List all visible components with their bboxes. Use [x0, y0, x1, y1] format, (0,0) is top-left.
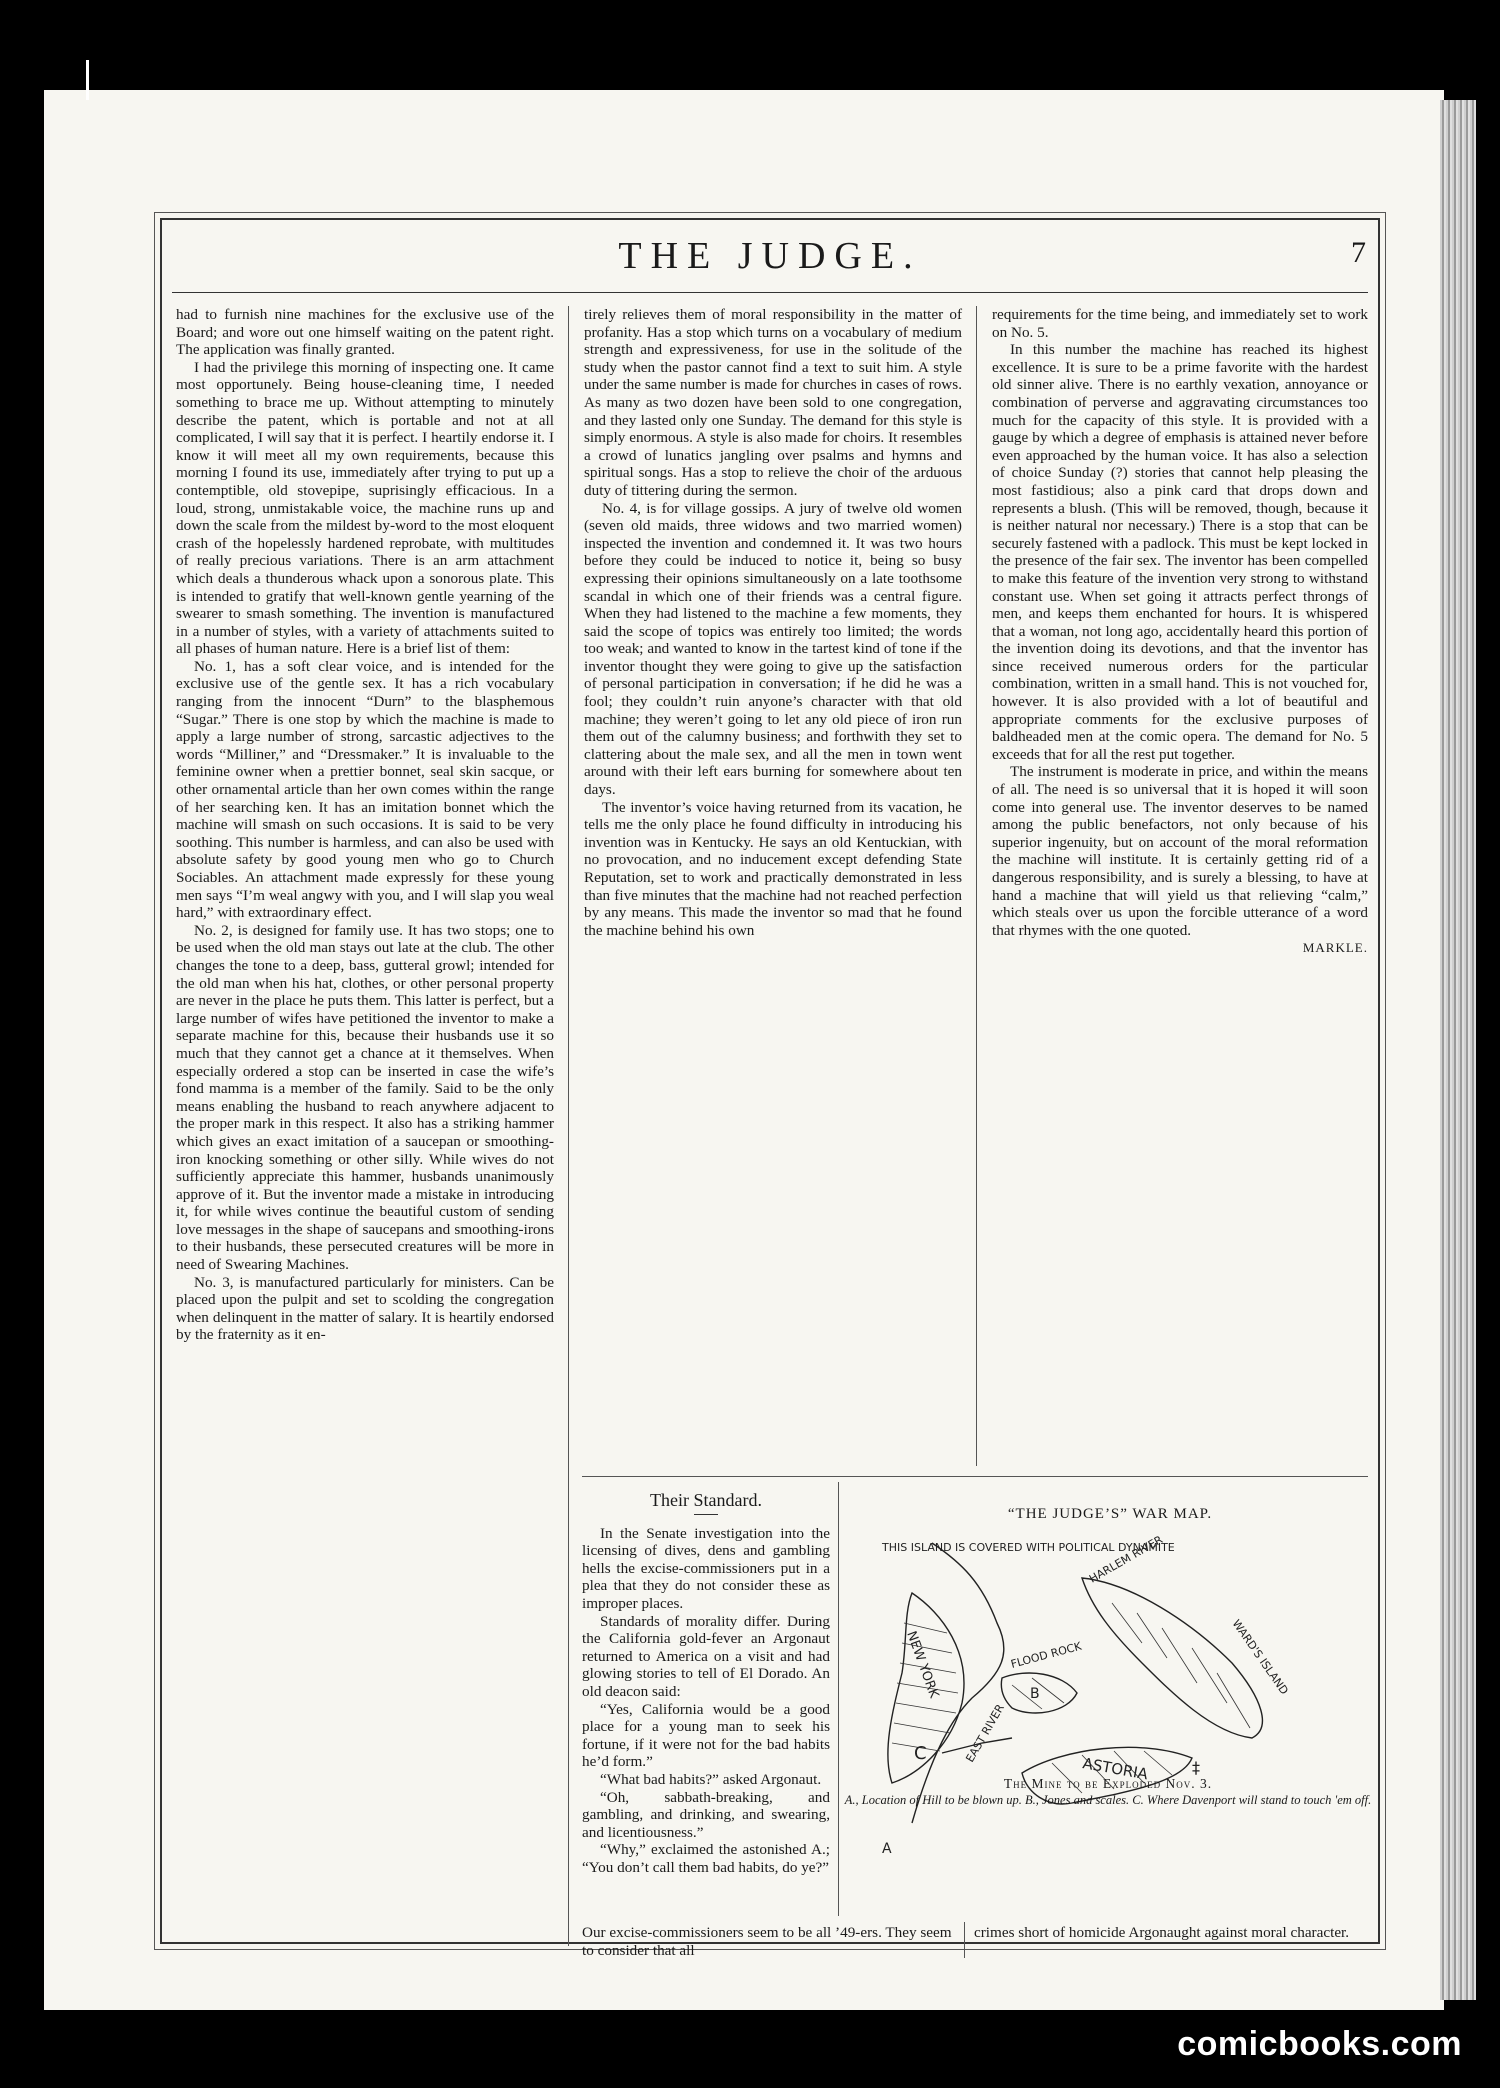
masthead-title: THE JUDGE. [618, 235, 922, 277]
standard-article [582, 1484, 830, 1874]
paragraph: I had the privilege this morning of inspecting one. It came most opportunely. Being house-cleaning time, I needed something to brace me up. Without attempting to minutely describe the patent, which is portable and not at all complicated, I will say that it is perfect. I heartily endorse it. I know it will meet all my own requirements, because this morning I found its use, immediately after trying to put up a contemptible, old stovepipe, suprisingly efficacious. In a loud, strong, unmistakable voice, the machine runs up and down the scale from the mildest by-word to the most eloquent crash of the hopelessly hardened reprobate, with multitudes of really precious variations. There is an arm attachment which deals a thunderous whack upon a sonorous plate. This is intended to gratify that well-known gentle yearning of the swearer to smash something. The invention is manufactured in a number of styles, with a variety of attachments suited to all phases of human nature. Here is a brief list of them: [176, 358, 554, 658]
paragraph: “Why,” exclaimed the astonished A.; “You don’t call them bad habits, do ye?” [582, 1841, 830, 1876]
paragraph: requirements for the time being, and immediately set to work on No. 5. [992, 306, 1368, 341]
standard-continuation: Our excise-commissioners seem to be all ’49-ers. They seem to consider that all [582, 1924, 952, 1959]
book-spine [1440, 100, 1476, 2000]
standard-continuation-right: crimes short of homicide Argonaught against moral character. [974, 1924, 1350, 1941]
standard-title: Their Standard. [650, 1490, 762, 1510]
masthead-rule [172, 292, 1368, 293]
paragraph: tirely relieves them of moral responsibility in the matter of profanity. Has a stop which turns on a vocabulary of medium strength and expressiveness, for use in the solitude of the study when the pastor cannot find a text to suit him. A style under the same number is made for churches in cases of rows. As many as two dozen have been sold to one congregation, and they lasted only one Sunday. The demand for this style is simply enormous. A style is also made for choirs. It resembles a crowd of lunatics jangling over psalms and hymns and spiritual songs. Has a stop to relieve the choir of the arduous duty of tittering during the sermon. [584, 306, 962, 499]
map-label: NEW YORK [903, 1629, 942, 1701]
paragraph: In the Senate investigation into the licensing of dives, dens and gambling hells the excise-commissioners put in a plea that they do not consider these as improper places. [582, 1524, 830, 1612]
map-caption [838, 1776, 1378, 1808]
map-title: “THE JUDGE’S” WAR MAP. [1007, 1506, 1213, 1522]
author-signature: MARKLE. [1302, 940, 1368, 956]
page-number: 7 [1351, 236, 1366, 269]
column-divider [976, 306, 977, 1466]
caption-legend: A., Location of Hill to be blown up. B., Jones and scales. C. Where Davenport will stand to touch 'em off. [844, 1793, 1372, 1807]
page-frame [160, 218, 1380, 1959]
title-dash [694, 1514, 718, 1515]
map-label: EAST RIVER [963, 1701, 1007, 1765]
section-rule [582, 1476, 1368, 1477]
map-label: HARLEM RIVER [1087, 1533, 1165, 1586]
paragraph: The instrument is moderate in price, and within the means of all. The need is so universal that it is hoped it will soon come into general use. The inventor deserves to be named among the public benefactors, not only because of his superior ingenuity, but on account of the moral reformation the machine will institute. It is certainly getting rid of a dangerous responsibility, and is surely a blessing, to have at hand a machine that will yield us that relieving “calm,” which steals over us upon the forcible utterance of a word that rhymes with the one quoted. [992, 763, 1368, 939]
map-label: WARD'S ISLAND [1229, 1617, 1291, 1698]
paragraph: Standards of morality differ. During the California gold-fever an Argonaut returned to America on a visit and had glowing stories to tell of El Dorado. An old deacon said: [582, 1612, 830, 1700]
column-divider [568, 306, 569, 1946]
map-marker: C [914, 1743, 927, 1764]
wards-island-shape [1082, 1578, 1262, 1738]
paragraph: “Oh, sabbath-breaking, and gambling, and drinking, and swearing, and licentiousness.” [582, 1788, 830, 1841]
war-map [852, 1482, 1368, 1882]
paragraph: The inventor’s voice having returned from its vacation, he tells me the only place he found difficulty in introducing his invention was in Kentucky. He says an old Kentuckian, with no provocation, and no inducement except defending State Reputation, set to work and practically demonstrated in less than five minutes that the machine had not reached perfection by any means. This made the inventor so mad that he found the machine behind his own [584, 798, 962, 939]
map-label: THIS ISLAND IS COVERED WITH POLITICAL DYNAMITE [882, 1541, 1175, 1554]
paragraph: “What bad habits?” asked Argonaut. [600, 1770, 822, 1788]
paragraph: No. 3, is manufactured particularly for ministers. Can be placed upon the pulpit and set to scolding the congregation when delinquent in the matter of salary. It is heartily endorsed by the fraternity as it en- [176, 1273, 554, 1344]
paragraph: No. 2, is designed for family use. It has two stops; one to be used when the old man stays out late at the club. The other changes the tone to a deep, bass, gutteral growl; intended for the old man when his hat, clothes, or other personal property are never in the place he puts them. This latter is perfect, but a large number of wifes have petitioned the inventor to make a separate machine for this, because their husbands use it so much that they cannot get a chance at it themselves. When especially ordered a stop can be inserted in case the wife’s fond mamma is a member of the family. Said to be the only means enabling the husband to reach anywhere adjacent to the proper mark in this respect. It also has a striking hammer which gives an exact imitation of a saucepan or smoothing-iron knocking something or other silly. While wives do not sufficiently appreciate this hammer, husbands unanimously approve of it. But the inventor made a mistake in introducing it, for while wives continue the beautiful custom of sending love messages in the shape of saucepans and smoothing-irons to their husbands, these persecuted creatures will be more in need of Swearing Machines. [176, 921, 554, 1274]
paragraph: No. 1, has a soft clear voice, and is intended for the exclusive use of the gentle sex. It has a rich vocabulary ranging from the innocent “Durn” to the blasphemous “Sugar.” There is one stop by which the machine is made to apply a large number of strong, sarcastic adjectives to the words “Milliner,” and “Dressmaker.” It is invaluable to the feminine owner when a prettier bonnet, seal skin sacque, or other ornamental article than her own comes within the range of her searching ken. It has an imitation bonnet which the machine will smash on such occasions. It is said to be very soothing. This number is harmless, and can also be used with absolute safety by good young men who go to Church Sociables. An attachment made expressly for these young men says “I’m weal angwy with you, and I will slap you weal hard,” with extraordinary effect. [176, 657, 554, 922]
article-column-2 [584, 306, 962, 1476]
page-edge-mark [86, 60, 89, 100]
svg-text:‡: ‡ [1192, 1758, 1200, 1777]
map-label: ASTORIA [1081, 1754, 1150, 1784]
article-column-3 [992, 306, 1368, 1366]
column-divider [964, 1922, 965, 1958]
paragraph: In this number the machine has reached its highest excellence. It is sure to be a prime favorite with the hardest old sinner alive. There is no earthly vexation, annoyance or combination of perverse and aggravating circumstances too much for the capacity of this style. It is provided with a gauge by which a degree of emphasis is attained never before even approached by the human voice. It has also a selection of choice Sunday (?) stories that cannot help pleasing the most fastidious; also a pink card that drops down and represents a blush. (This will be removed, though, because it is neither natural nor necessary.) There is a stop that can be securely fastened with a padlock. This must be kept locked in the presence of the fair sex. The inventor has been compelled to make this feature of the invention very strong to withstand constant use. When set going it attracts perfect throngs of men, and keeps them enchanted for hours. It is whispered that a woman, not long ago, accidentally heard this portion of the invention doing its devotions, and that the inventor has since received numerous orders for the particular combination, written in a small hand. This is not vouched for, however. It is also provided with a lot of beautiful and appropriate comments for the exclusive purposes of baldheaded men at the comic opera. The demand for No. 5 exceeds that for all the rest put together. [992, 341, 1368, 763]
article-column-1 [176, 306, 554, 1936]
watermark: comicbooks.com [1177, 2025, 1462, 2063]
map-label: FLOOD ROCK [1009, 1639, 1083, 1671]
paragraph: No. 4, is for village gossips. A jury of twelve old women (seven old maids, three widows and two married women) inspected the invention and condemned it. It was two hours before they could be induced to notice it, being so busy expressing their opinions simultaneously on a late toothsome scandal in which one of their friends was a central figure. When they had listened to the machine a few moments, they said the scope of topics was entirely too limited; the words too weak; and wanted to know in the tartest kind of tone if the inventor thought they were going to give up the satisfaction of personal participation in conversation; if he did he was a fool; they couldn’t ruin anyone’s character with that old machine; they weren’t going to let any old piece of iron run them out of the calumny business; and forthwith they set to clattering about the male sex, and all the men in town went around with their left ears burning for somewhere about ten days. [584, 499, 962, 799]
column-divider [838, 1482, 839, 1916]
caption-title: The Mine to be Exploded Nov. 3. [1003, 1776, 1213, 1791]
paragraph: had to furnish nine machines for the exclusive use of the Board; and wore out one himself waiting on the patent right. The application was finally granted. [176, 306, 554, 359]
map-marker: A [882, 1841, 892, 1853]
map-marker: B [1030, 1686, 1040, 1702]
paragraph: “Yes, California would be a good place for a young man to seek his fortune, if it were not for the bad habits he’d form.” [582, 1700, 830, 1771]
